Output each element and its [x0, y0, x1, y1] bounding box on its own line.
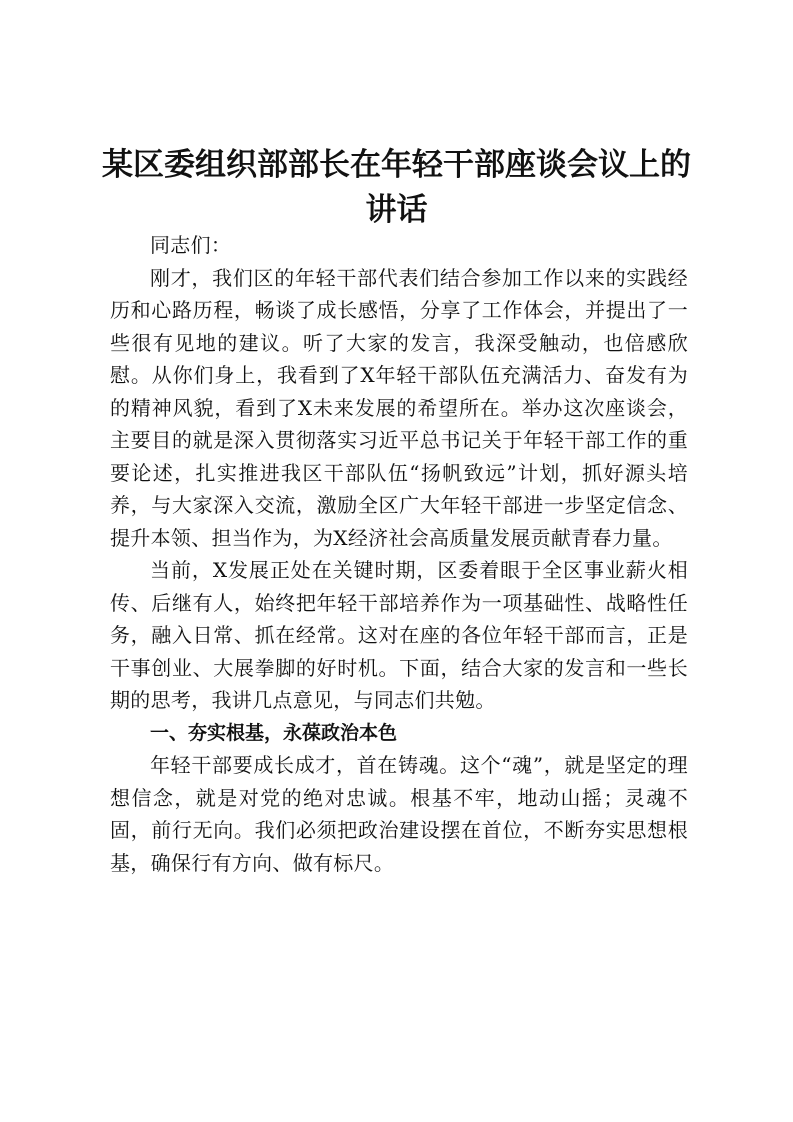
document-title: 某区委组织部部长在年轻干部座谈会议上的讲话	[102, 147, 691, 228]
salutation: 同志们：	[150, 233, 232, 257]
section-1-paragraph: 年轻干部要成长成才，首在铸魂。这个“魂”，就是坚定的理想信念，就是对党的绝对忠诚。根基不牢，地动山摇；灵魂不固，前行无向。我们必须把政治建设摆在首位，不断夯实思想根基，确保行有方向、做有标尺。	[110, 753, 688, 875]
section-heading-1: 一、夯实根基，永葆政治本色	[150, 721, 398, 744]
paragraph-intro: 刚才，我们区的年轻干部代表们结合参加工作以来的实践经历和心路历程，畅谈了成长感悟，分享了工作体会，并提出了一些很有见地的建议。听了大家的发言，我深受触动，也倍感欣慰。从你们身上，我看到了X年轻干部队伍充满活力、奋发有为的精神风貌，看到了X未来发展的希望所在。举办这次座谈会，主要目的就是深入贯彻落实习近平总书记关于年轻干部工作的重要论述，扎实推进我区干部队伍“扬帆致远”计划，抓好源头培养，与大家深入交流，激励全区广大年轻干部进一步坚定信念、提升本领、担当作为，为X经济社会高质量发展贡献青春力量。	[110, 265, 688, 550]
document-body	[110, 229, 688, 879]
paragraph-context: 当前，X发展正处在关键时期，区委着眼于全区事业薪火相传、后继有人，始终把年轻干部培养作为一项基础性、战略性任务，融入日常、抓在经常。这对在座的各位年轻干部而言，正是干事创业、大展拳脚的好时机。下面，结合大家的发言和一些长期的思考，我讲几点意见，与同志们共勉。	[110, 558, 688, 712]
